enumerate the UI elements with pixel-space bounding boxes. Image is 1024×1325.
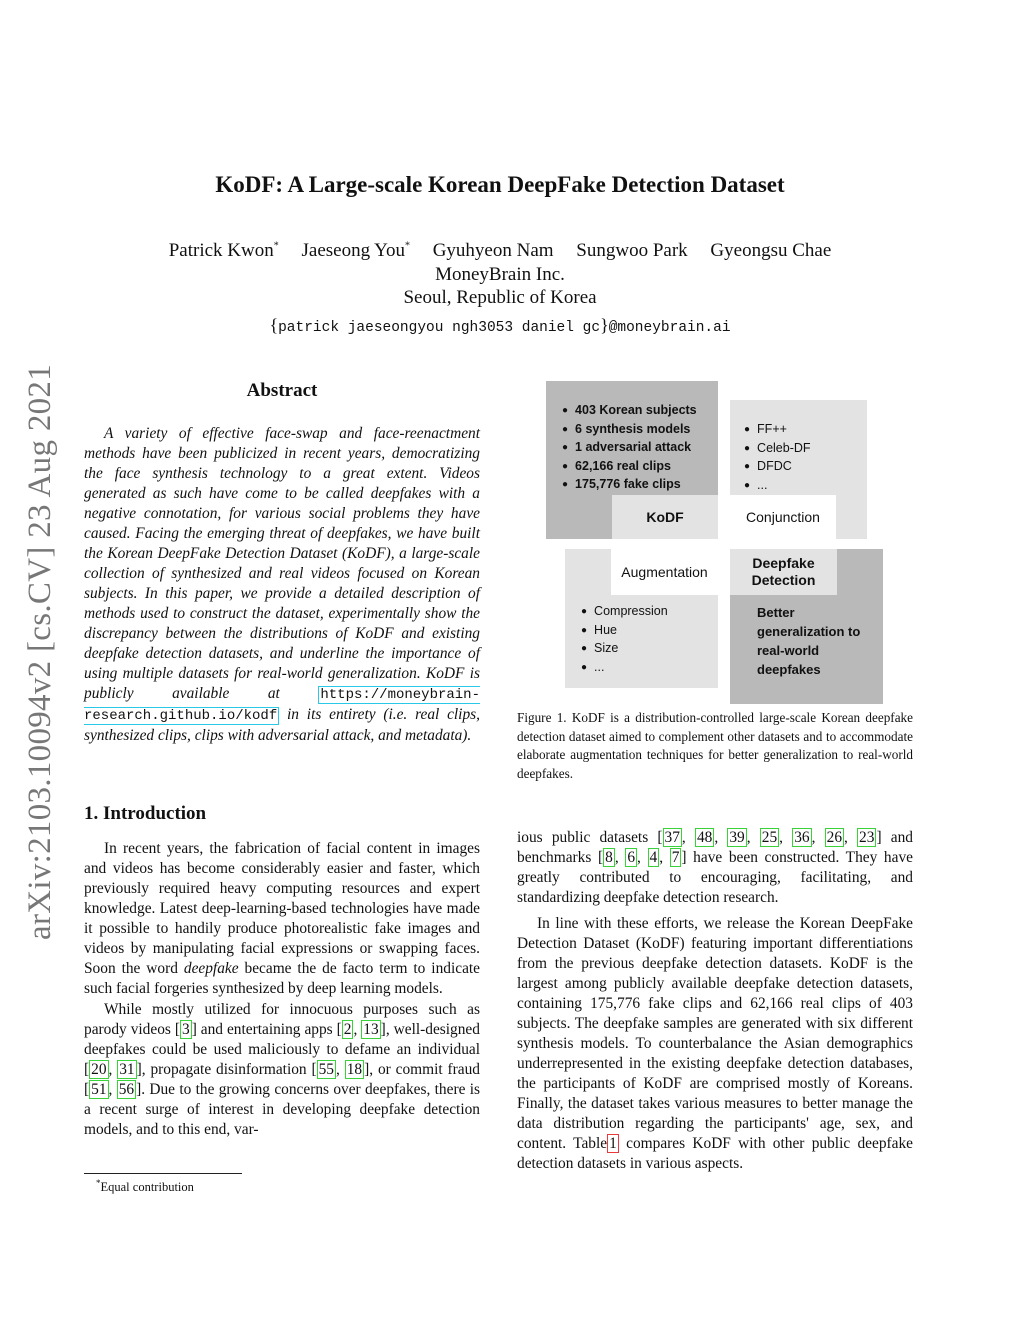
dataset-link[interactable]: https://moneybrain-research.github.io/kodf [84,687,480,724]
table-reference-link[interactable]: 1 [609,1135,617,1152]
list-item: ● ... [744,477,811,496]
citation-link[interactable]: 56 [118,1081,135,1098]
citation-link[interactable]: 3 [181,1021,190,1038]
section-heading-introduction: 1. Introduction [84,803,207,824]
list-item: ● FF++ [744,421,811,440]
intro-paragraph-3: In line with these efforts, we release the Korean DeepFake Detection Dataset (KoDF) featuring important differentiations from the previous deepfake detection datasets. KoDF is the largest among publicly available deepfake detection datasets, containing 175,776 fake clips and 62,166 real clips of 403 subjects. The deepfake samples are generated with six different synthesis models. To counterbalance the Asian demographics underrepresented in the existing deepfake detection databases, the participants of KoDF are comprised mostly of Koreans. Finally, the dataset takes various measures to better manage the data distribution regarding the participants' age, sex, and content. Table 1 compares KoDF with other public deepfake detection datasets in various aspects. [517,915,913,1172]
citation-link[interactable]: 20 [91,1061,107,1078]
author-1: Patrick Kwon* [168,240,279,261]
list-item: ● Hue [581,622,668,641]
intro-right-column [517,828,913,1174]
citation-link[interactable]: 51 [91,1081,107,1098]
list-item: ● 175,776 fake clips [562,476,697,495]
intro-paragraph-2: While mostly utilized for innocuous purposes such as parody videos [ 3 ] and entertaining apps [ 2 , 13 ], well-designed deepfakes could be used maliciously to defame an individual [ 20 , 31 ], propagate disinformation [ 55 , 18 ], or commit fraud [ 51 , 56 ]. Due to the growing concerns over deepfakes, there is a recent surge of interest in developing deepfake detection models, and to this end, var- [84,1001,480,1138]
list-item: ● Compression [581,603,668,622]
conjunction-label: Conjunction [730,495,836,539]
citation-link[interactable]: 23 [859,829,875,846]
author-emails: {patrick jaeseongyou ngh3053 daniel gc}@moneybrain.ai [269,315,731,336]
paper-title: KoDF: A Large-scale Korean DeepFake Detection Dataset [215,172,785,197]
footnote-rule [84,1173,242,1174]
citation-link[interactable]: 13 [363,1021,379,1038]
citation-link[interactable]: 6 [627,849,636,866]
arxiv-stamp: arXiv:2103.10094v2 [cs.CV] 23 Aug 2021 [22,363,58,940]
citation-link[interactable]: 8 [605,849,613,866]
footnote: *Equal contribution [96,1178,194,1195]
abstract-text: A variety of effective face-swap and face-reenactment methods have been publicized in recent years, democratizing the face synthesis technology to a great extent. Videos generated as such have come to be called deepfakes with a negative connotation, for various social problems they have caused. Facing the emerging threat of deepfakes, we have built the Korean DeepFake Detection Dataset (KoDF), a large-scale collection of synthesized and real videos focused on Korean subjects. In this paper, we provide a detailed description of methods used to construct the dataset, experimentally show the discrepancy between the distributions of KoDF and existing deepfake detection datasets, and underline the importance of using multiple datasets for real-world generalization. KoDF is publicly available at https://moneybrain-research.github.io/kodf in its entirety (i.e. real clips, synthesized clips, clips with adversarial attack, and metadata). [84,425,480,744]
augmentation-label: Augmentation [611,549,718,595]
citation-link[interactable]: 39 [729,829,745,846]
citation-link[interactable]: 25 [761,829,778,846]
figure-1 [516,376,916,706]
intro-paragraph-2-cont: ious public datasets [ 37 , 48 , 39 , 25 , 36 , 26 , 23 ] and benchmarks [ 8 , 6 , 4 , 7 ] have been constructed. They have greatly contributed to encouraging, facilitating, and standardizing deepfake detection research. [517,829,913,906]
augmentation-techniques-list [581,603,668,677]
list-item: ● 62,166 real clips [562,458,697,477]
list-item: ● 6 synthesis models [562,421,697,440]
conjunction-datasets-list [744,421,811,495]
author-3: Gyuhyeon Nam [432,240,554,261]
author-4: Sungwoo Park [576,240,688,261]
citation-link[interactable]: 26 [826,829,843,846]
author-2: Jaeseong You* [301,240,410,261]
citation-link[interactable]: 18 [346,1061,363,1078]
list-item: ● 1 adversarial attack [562,439,697,458]
citation-link[interactable]: 36 [794,829,810,846]
citation-link[interactable]: 48 [696,829,713,846]
figure-1-caption: Figure 1. KoDF is a distribution-controlled large-scale Korean deepfake detection dataset aimed to complement other datasets and to accommodate elaborate augmentation techniques for better generalization to real-world deepfakes. [517,710,913,781]
citation-link[interactable]: 4 [649,849,658,866]
list-item: ● 403 Korean subjects [562,402,697,421]
list-item: ● ... [581,659,668,678]
citation-link[interactable]: 31 [119,1061,135,1078]
author-5: Gyeongsu Chae [710,240,832,261]
citation-link[interactable]: 7 [671,849,680,866]
affiliation-org: MoneyBrain Inc. [435,264,565,285]
citation-link[interactable]: 55 [318,1061,334,1078]
list-item: ● DFDC [744,458,811,477]
affiliation-location: Seoul, Republic of Korea [403,287,597,308]
citation-link[interactable]: 2 [343,1021,352,1038]
kodf-stats-list [562,402,697,495]
intro-left-column [84,839,480,1140]
list-item: ● Celeb-DF [744,440,811,459]
list-item: ● Size [581,640,668,659]
intro-paragraph-1: In recent years, the fabrication of facial content in images and videos has become considerably easier and faster, which previously required heavy computing resources and expert knowledge. Latest deep-learning-based technologies have made it possible to handily produce photorealistic fake images and videos by manipulating facial expressions or swapping faces. Soon the word deepfake became the de facto term to indicate such facial forgeries synthesized by deep learning models. [84,840,481,997]
author-list [0,240,1000,262]
detection-label: Deepfake Detection [730,549,837,595]
kodf-label: KoDF [612,495,718,539]
detection-outcome-text: Better generalization to real-world deepfakes [757,605,861,677]
abstract-heading: Abstract [246,380,318,401]
citation-link[interactable]: 37 [664,829,680,846]
